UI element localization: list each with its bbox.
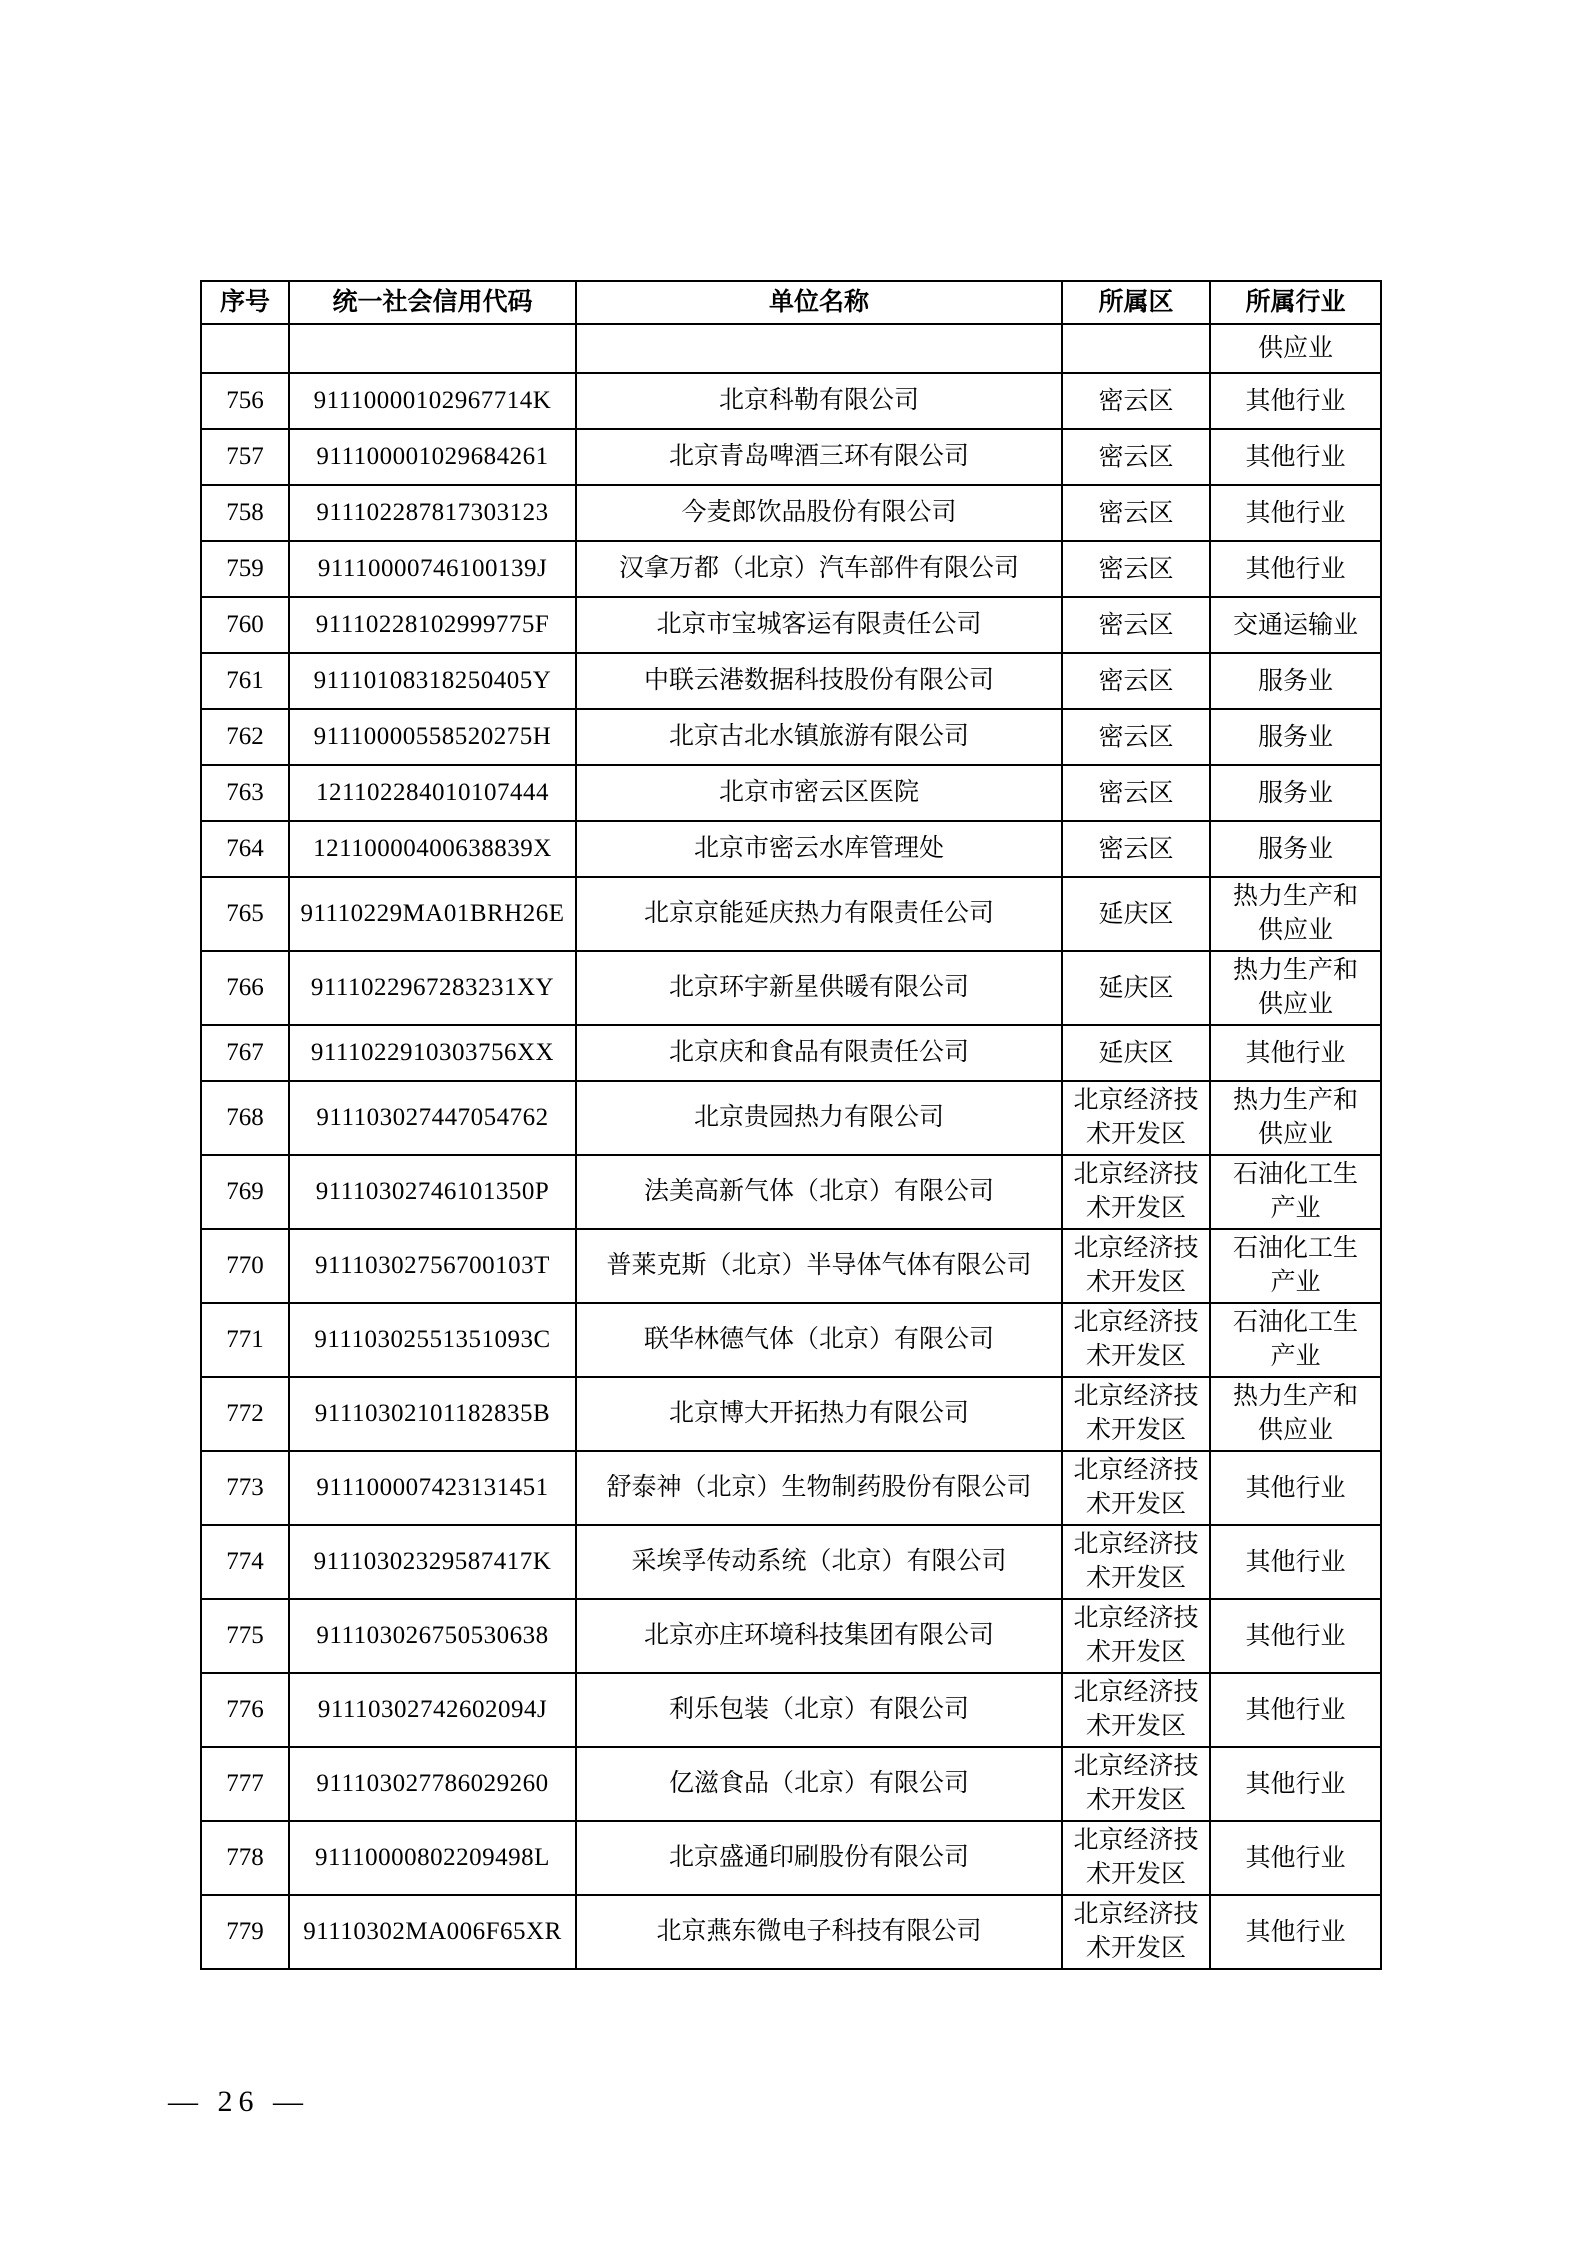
code-cell: 9111022967283231XY [289,951,576,1025]
seq-cell: 774 [201,1525,289,1599]
header-row [201,281,1381,324]
page-number: — 26 — [168,2085,309,2118]
column-header-credit-code: 统一社会信用代码 [289,281,576,324]
district-cell: 密云区 [1062,597,1210,653]
code-cell: 911100007423131451 [289,1451,576,1525]
name-cell: 法美高新气体（北京）有限公司 [576,1155,1062,1229]
seq-cell: 776 [201,1673,289,1747]
district-cell: 北京经济技术开发区 [1062,1747,1210,1821]
industry-cell: 石油化工生产业 [1210,1229,1381,1303]
district-cell [1062,324,1210,373]
code-cell: 911103027447054762 [289,1081,576,1155]
industry-cell: 热力生产和供应业 [1210,1377,1381,1451]
industry-cell: 其他行业 [1210,1747,1381,1821]
name-cell: 北京庆和食品有限责任公司 [576,1025,1062,1081]
district-cell: 北京经济技术开发区 [1062,1673,1210,1747]
district-cell: 北京经济技术开发区 [1062,1155,1210,1229]
name-cell: 普莱克斯（北京）半导体气体有限公司 [576,1229,1062,1303]
code-cell: 12110000400638839X [289,821,576,877]
table-row [201,1525,1381,1599]
code-cell: 91110302329587417K [289,1525,576,1599]
column-header-industry: 所属行业 [1210,281,1381,324]
seq-cell: 758 [201,485,289,541]
district-cell: 密云区 [1062,485,1210,541]
district-cell: 北京经济技术开发区 [1062,1599,1210,1673]
industry-cell: 供应业 [1210,324,1381,373]
seq-cell: 756 [201,373,289,429]
name-cell: 北京古北水镇旅游有限公司 [576,709,1062,765]
code-cell: 9111022910303756XX [289,1025,576,1081]
industry-cell: 其他行业 [1210,485,1381,541]
industry-cell: 交通运输业 [1210,597,1381,653]
name-cell: 北京青岛啤酒三环有限公司 [576,429,1062,485]
column-header-district: 所属区 [1062,281,1210,324]
table-row [201,1451,1381,1525]
code-cell: 121102284010107444 [289,765,576,821]
industry-cell: 其他行业 [1210,1895,1381,1969]
industry-cell: 其他行业 [1210,1821,1381,1895]
district-cell: 延庆区 [1062,951,1210,1025]
seq-cell: 769 [201,1155,289,1229]
name-cell: 联华林德气体（北京）有限公司 [576,1303,1062,1377]
industry-cell: 服务业 [1210,653,1381,709]
district-cell: 密云区 [1062,373,1210,429]
seq-cell: 765 [201,877,289,951]
table-row [201,1673,1381,1747]
name-cell: 舒泰神（北京）生物制药股份有限公司 [576,1451,1062,1525]
table-row [201,1895,1381,1969]
code-cell: 91110229MA01BRH26E [289,877,576,951]
industry-cell: 其他行业 [1210,429,1381,485]
code-cell: 91110302746101350P [289,1155,576,1229]
district-cell: 北京经济技术开发区 [1062,1081,1210,1155]
table-row [201,1025,1381,1081]
code-cell: 911103027786029260 [289,1747,576,1821]
seq-cell: 764 [201,821,289,877]
table-row [201,1303,1381,1377]
industry-cell: 热力生产和供应业 [1210,877,1381,951]
code-cell: 91110000102967714K [289,373,576,429]
seq-cell: 768 [201,1081,289,1155]
district-cell: 北京经济技术开发区 [1062,1821,1210,1895]
name-cell: 今麦郎饮品股份有限公司 [576,485,1062,541]
name-cell: 北京市密云区医院 [576,765,1062,821]
table-row [201,765,1381,821]
name-cell: 北京市密云水库管理处 [576,821,1062,877]
table-row [201,541,1381,597]
industry-cell: 其他行业 [1210,1025,1381,1081]
industry-cell: 石油化工生产业 [1210,1155,1381,1229]
table-row [201,1747,1381,1821]
district-cell: 密云区 [1062,821,1210,877]
name-cell: 北京博大开拓热力有限公司 [576,1377,1062,1451]
industry-cell: 热力生产和供应业 [1210,1081,1381,1155]
table-row [201,597,1381,653]
code-cell: 91110108318250405Y [289,653,576,709]
seq-cell: 763 [201,765,289,821]
district-cell: 密云区 [1062,541,1210,597]
table-row [201,1081,1381,1155]
table-row [201,1377,1381,1451]
code-cell: 91110000802209498L [289,1821,576,1895]
name-cell: 北京市宝城客运有限责任公司 [576,597,1062,653]
seq-cell: 771 [201,1303,289,1377]
district-cell: 北京经济技术开发区 [1062,1525,1210,1599]
district-cell: 延庆区 [1062,877,1210,951]
table-row [201,485,1381,541]
table-row [201,429,1381,485]
code-cell: 911100001029684261 [289,429,576,485]
name-cell: 采埃孚传动系统（北京）有限公司 [576,1525,1062,1599]
table-row [201,877,1381,951]
code-cell [289,324,576,373]
industry-cell: 其他行业 [1210,541,1381,597]
industry-cell: 服务业 [1210,709,1381,765]
district-cell: 北京经济技术开发区 [1062,1229,1210,1303]
seq-cell: 766 [201,951,289,1025]
seq-cell: 777 [201,1747,289,1821]
district-cell: 北京经济技术开发区 [1062,1377,1210,1451]
district-cell: 北京经济技术开发区 [1062,1303,1210,1377]
table-row [201,821,1381,877]
name-cell: 北京燕东微电子科技有限公司 [576,1895,1062,1969]
name-cell: 北京科勒有限公司 [576,373,1062,429]
seq-cell [201,324,289,373]
district-cell: 北京经济技术开发区 [1062,1895,1210,1969]
code-cell: 91110302742602094J [289,1673,576,1747]
code-cell: 91110302756700103T [289,1229,576,1303]
industry-cell: 其他行业 [1210,1599,1381,1673]
industry-cell: 石油化工生产业 [1210,1303,1381,1377]
column-header-seq: 序号 [201,281,289,324]
seq-cell: 775 [201,1599,289,1673]
name-cell: 北京环宇新星供暖有限公司 [576,951,1062,1025]
name-cell: 亿滋食品（北京）有限公司 [576,1747,1062,1821]
industry-cell: 其他行业 [1210,1673,1381,1747]
district-cell: 密云区 [1062,709,1210,765]
name-cell: 北京亦庄环境科技集团有限公司 [576,1599,1062,1673]
industry-cell: 其他行业 [1210,1451,1381,1525]
seq-cell: 757 [201,429,289,485]
industry-cell: 服务业 [1210,821,1381,877]
name-cell: 利乐包装（北京）有限公司 [576,1673,1062,1747]
column-header-unit-name: 单位名称 [576,281,1062,324]
table-row [201,1599,1381,1673]
code-cell: 91110302MA006F65XR [289,1895,576,1969]
name-cell: 北京贵园热力有限公司 [576,1081,1062,1155]
name-cell: 中联云港数据科技股份有限公司 [576,653,1062,709]
industry-cell: 服务业 [1210,765,1381,821]
district-cell: 北京经济技术开发区 [1062,1451,1210,1525]
code-cell: 91110302101182835B [289,1377,576,1451]
seq-cell: 762 [201,709,289,765]
seq-cell: 773 [201,1451,289,1525]
seq-cell: 767 [201,1025,289,1081]
code-cell: 91110000558520275H [289,709,576,765]
seq-cell: 772 [201,1377,289,1451]
name-cell: 北京盛通印刷股份有限公司 [576,1821,1062,1895]
code-cell: 91110000746100139J [289,541,576,597]
district-cell: 延庆区 [1062,1025,1210,1081]
company-table [200,280,1382,1970]
district-cell: 密云区 [1062,653,1210,709]
district-cell: 密云区 [1062,765,1210,821]
seq-cell: 761 [201,653,289,709]
table-row [201,951,1381,1025]
table-row [201,653,1381,709]
seq-cell: 770 [201,1229,289,1303]
code-cell: 91110302551351093C [289,1303,576,1377]
name-cell: 汉拿万都（北京）汽车部件有限公司 [576,541,1062,597]
table-row [201,709,1381,765]
name-cell [576,324,1062,373]
district-cell: 密云区 [1062,429,1210,485]
table-row [201,324,1381,373]
industry-cell: 热力生产和供应业 [1210,951,1381,1025]
industry-cell: 其他行业 [1210,1525,1381,1599]
seq-cell: 760 [201,597,289,653]
code-cell: 911102287817303123 [289,485,576,541]
table-row [201,1229,1381,1303]
table-row [201,1155,1381,1229]
table-row [201,1821,1381,1895]
seq-cell: 779 [201,1895,289,1969]
seq-cell: 778 [201,1821,289,1895]
seq-cell: 759 [201,541,289,597]
table-row [201,373,1381,429]
name-cell: 北京京能延庆热力有限责任公司 [576,877,1062,951]
code-cell: 911103026750530638 [289,1599,576,1673]
code-cell: 91110228102999775F [289,597,576,653]
industry-cell: 其他行业 [1210,373,1381,429]
